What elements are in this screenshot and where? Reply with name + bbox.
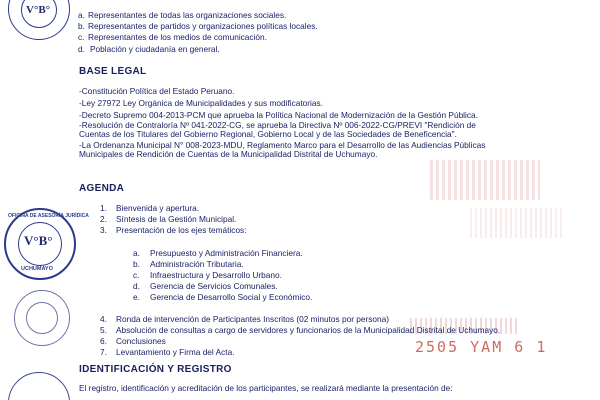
stamp-ring-text: OFICINA DE ASESORÍA JURÍDICA <box>8 213 89 219</box>
intro-marker: b. <box>78 21 85 31</box>
intro-marker: c. <box>78 32 85 42</box>
intro-marker: a. <box>78 10 85 20</box>
agenda-subitem: Administración Tributaria. <box>150 259 244 269</box>
stamp-top <box>8 0 72 42</box>
agenda-num: 6. <box>100 336 107 346</box>
agenda-subitem-marker: e. <box>133 292 140 302</box>
intro-item: Representantes de todas las organizaciones sociales. <box>88 10 287 20</box>
intro-item: Representantes de los medios de comunicación. <box>88 32 267 42</box>
stamp-lower <box>14 290 72 348</box>
base-legal-line: -La Ordenanza Municipal N° 008-2023-MDU, Reglamento Marco para el Desarrollo de las Audiencias Públicas <box>79 140 486 150</box>
agenda-subitem-marker: d. <box>133 281 140 291</box>
intro-marker: d. <box>78 44 85 54</box>
agenda-item: Levantamiento y Firma del Acta. <box>116 347 235 357</box>
agenda-subitem-marker: c. <box>133 270 140 280</box>
agenda-item: Bienvenida y apertura. <box>116 203 200 213</box>
agenda-subitem-marker: b. <box>133 259 140 269</box>
agenda-num: 5. <box>100 325 107 335</box>
base-legal-line: -Decreto Supremo 004-2013-PCM que aprueba la Política Nacional de Modernización de la Gestión Pública. <box>79 110 478 120</box>
stamp-legal-office <box>4 208 89 280</box>
agenda-item: Absolución de consultas a cargo de servidores y funcionarios de la Municipalidad Distrital de Uchumayo. <box>116 325 501 335</box>
stamp-top-vobo: V°B° <box>26 4 51 16</box>
agenda-subitem: Gerencia de Servicios Comunales. <box>150 281 278 291</box>
agenda-num: 3. <box>100 225 107 235</box>
base-legal-line: Cuentas de los Titulares del Gobierno Regional, Gobierno Local y de las Sociedades de Beneficencia". <box>79 129 457 139</box>
agenda-num: 4. <box>100 314 107 324</box>
agenda-item: Conclusiones <box>116 336 166 346</box>
intro-item: Población y ciudadanía en general. <box>90 44 220 54</box>
agenda-subitem: Presupuesto y Administración Financiera. <box>150 248 303 258</box>
agenda-heading: AGENDA <box>79 183 125 194</box>
agenda-num: 1. <box>100 203 107 213</box>
stamp-bottom <box>8 372 72 400</box>
base-legal-line: -Ley 27972 Ley Orgánica de Municipalidades y sus modificatorias. <box>79 98 323 108</box>
agenda-num: 2. <box>100 214 107 224</box>
base-legal-line: -Resolución de Contraloría Nº 041-2022-CG, se aprueba la Directiva Nº 006-2022-CG/PREVI "Rendición de <box>79 120 476 130</box>
intro-item: Representantes de partidos y organizaciones políticas locales. <box>88 21 318 31</box>
base-legal-line: Municipales de Rendición de Cuentas de la Municipalidad Distrital de Uchumayo. <box>79 149 378 159</box>
faded-stamp-right-2 <box>470 208 565 238</box>
agenda-num: 7. <box>100 347 107 357</box>
stamp-bottom-text: UCHUMAYO <box>21 266 53 272</box>
agenda-subitem: Infraestructura y Desarrollo Urbano. <box>150 270 282 280</box>
agenda-item: Presentación de los ejes temáticos: <box>116 225 247 235</box>
base-legal-heading: BASE LEGAL <box>79 66 147 77</box>
date-stamp: 2505 YAM 6 1 <box>415 338 548 356</box>
agenda-subitem-marker: a. <box>133 248 140 258</box>
agenda-item: Síntesis de la Gestión Municipal. <box>116 214 237 224</box>
identificacion-text: El registro, identificación y acreditación de los participantes, se realizará mediante la presentación de: <box>79 383 453 393</box>
faded-stamp-right <box>430 160 540 200</box>
agenda-subitem: Gerencia de Desarrollo Social y Económico. <box>150 292 313 302</box>
agenda-item: Ronda de intervención de Participantes Inscritos (02 minutos por persona) <box>116 314 390 324</box>
base-legal-line: -Constitución Política del Estado Peruano. <box>79 86 235 96</box>
identificacion-heading: IDENTIFICACIÓN Y REGISTRO <box>79 364 232 375</box>
stamp-middle-vobo: V°B° <box>24 233 53 248</box>
